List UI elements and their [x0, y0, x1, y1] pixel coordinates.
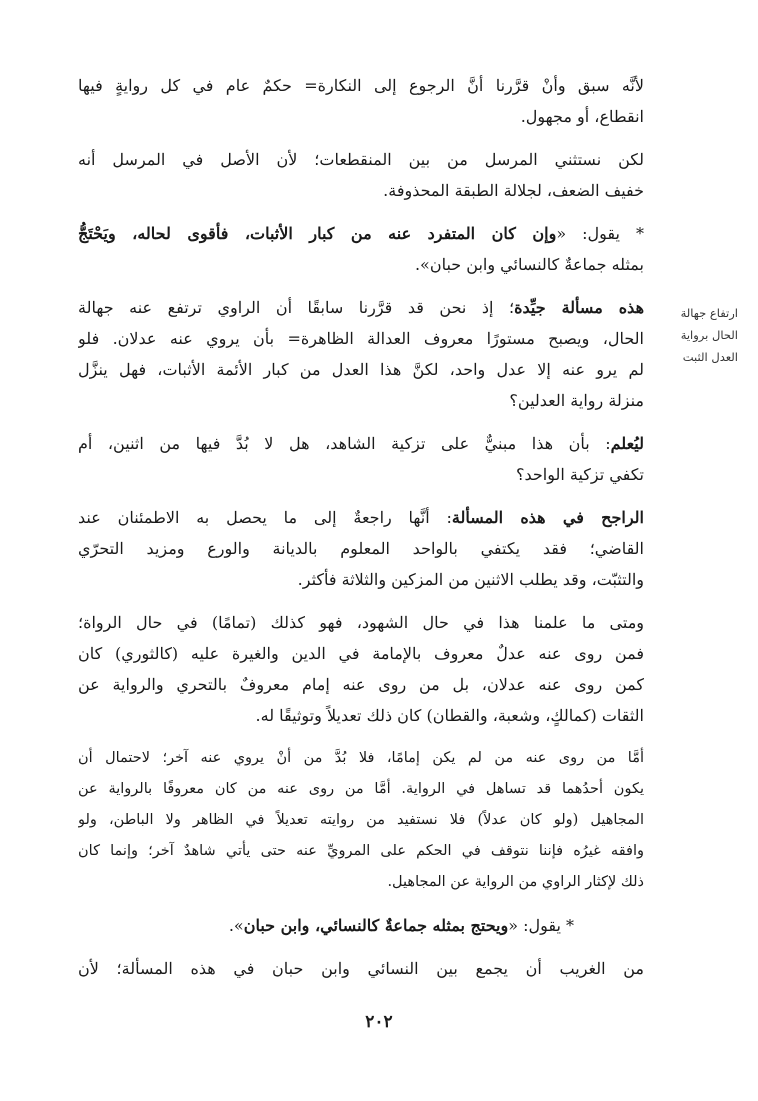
- text-line: والتثبّت، وقد يطلب الاثنين من المزكين والثلاثة فأكثر.: [297, 570, 644, 589]
- main-text: [78, 70, 644, 984]
- text-line: الثقات (كمالكٍ، وشعبة، والقطان) كان ذلك تعديلاً وتوثيقًا له.: [255, 706, 644, 725]
- text-line: كمن روى عنه عدلان، بل من روى عنه إمام معروفٌ بالتحري والرواية عن: [78, 675, 644, 694]
- text-line: انقطاع، أو مجهول.: [520, 107, 644, 126]
- text-line: ومتى ما علمنا هذا في حال الشهود، فهو كذلك (تمامًا) في حال الرواة؛: [78, 613, 644, 632]
- text-line: تكفي تزكية الواحد؟: [515, 465, 644, 484]
- text-line: الحال، ويصبح مستورًا معروف العدالة الظاهرة= بأن يروي عنه عدلان. فلو: [78, 329, 644, 348]
- text-line: خفيف الضعف، لجلالة الطبقة المحذوفة.: [383, 181, 644, 200]
- quote-text: وإن كان المتفرد عنه من كبار الأثبات، فأقوى لحاله، ويَحْتَجُّ: [78, 224, 557, 243]
- text-line: أمَّا من روى عنه من لم يكن إمامًا، فلا بُدَّ من أنْ يروي عنه آخر؛ لاحتمال أن: [78, 750, 644, 766]
- bold-heading: الراجح في هذه المسألة: [451, 508, 644, 527]
- text-line: ذلك لإكثار الراوي من الرواية عن المجاهيل.: [387, 874, 644, 890]
- text-line: هذه مسألة جيِّدة؛ إذ نحن قد قرَّرنا سابقًا أن الراوي ترتفع عنه جهالة: [78, 298, 644, 317]
- bold-heading: ليُعلم: [610, 434, 644, 453]
- margin-note-line: العدل الثبت: [682, 350, 738, 364]
- page-number: ٢٠٢: [365, 1012, 393, 1032]
- quote-intro: * يقول: «: [508, 916, 574, 935]
- margin-note: [652, 302, 738, 368]
- text-line: لم يرو عنه إلا عدل واحد، لكنَّ هذا العدل من كبار الأئمة الأثبات، فهل ينزَّل: [78, 360, 644, 379]
- text-line: من الغريب أن يجمع بين النسائي وابن حبان في هذه المسألة؛ لأن: [78, 959, 644, 978]
- bold-heading: هذه مسألة جيِّدة: [514, 298, 644, 317]
- text-line: لأنَّه سبق وأنْ قرَّرنا أنَّ الرجوع إلى النكارة= حكمٌ عام في كل روايةٍ فيها: [78, 76, 644, 95]
- text-line: الراجح في هذه المسألة: أنَّها راجعةٌ إلى ما يحصل به الاطمئنان عند: [78, 508, 644, 527]
- text-line: المجاهيل (ولو كان عدلاً) فلا نستفيد من روايته تعديلاً في الظاهر ولا الباطن، ولو: [78, 812, 644, 828]
- text-line: ليُعلم: بأن هذا مبنيٌّ على تزكية الشاهد، هل لا بُدَّ فيها من اثنين، أم: [78, 434, 644, 453]
- text-line: وافقه غيرُه فإننا نتوقف في الحكم على المرويِّ عنه حتى يأتي شاهدٌ آخر؛ وإنما كان: [78, 843, 644, 859]
- text-line: القاضي؛ فقد يكتفي بالواحد المعلوم بالديانة والورع ومزيد التحرّي: [78, 539, 644, 558]
- margin-note-line: ارتفاع جهالة: [680, 306, 738, 320]
- quote-intro: * يقول: «: [556, 224, 644, 243]
- quote-line: * يقول: «ويحتج بمثله جماعةٌ كالنسائي، وابن حبان».: [228, 916, 574, 935]
- quote-text: ويحتج بمثله جماعةٌ كالنسائي، وابن حبان: [243, 916, 509, 935]
- text-line: منزلة رواية العدلين؟: [509, 391, 644, 410]
- quote-line: بمثله جماعةٌ كالنسائي وابن حبان».: [414, 255, 644, 274]
- text-line: يكون أحدُهما قد تساهل في الرواية. أمَّا من روى عنه من كان معروفًا بالرواية عن: [78, 781, 644, 797]
- text-line: لكن نستثني المرسل من بين المنقطعات؛ لأن الأصل في المرسل أنه: [78, 150, 644, 169]
- margin-note-line: الحال برواية: [680, 328, 738, 342]
- text-line: فمن روى عنه عدلٌ معروف بالإمامة في الدين والغيرة عليه (كالثوري) كان: [78, 644, 644, 663]
- quote-line: [78, 218, 644, 249]
